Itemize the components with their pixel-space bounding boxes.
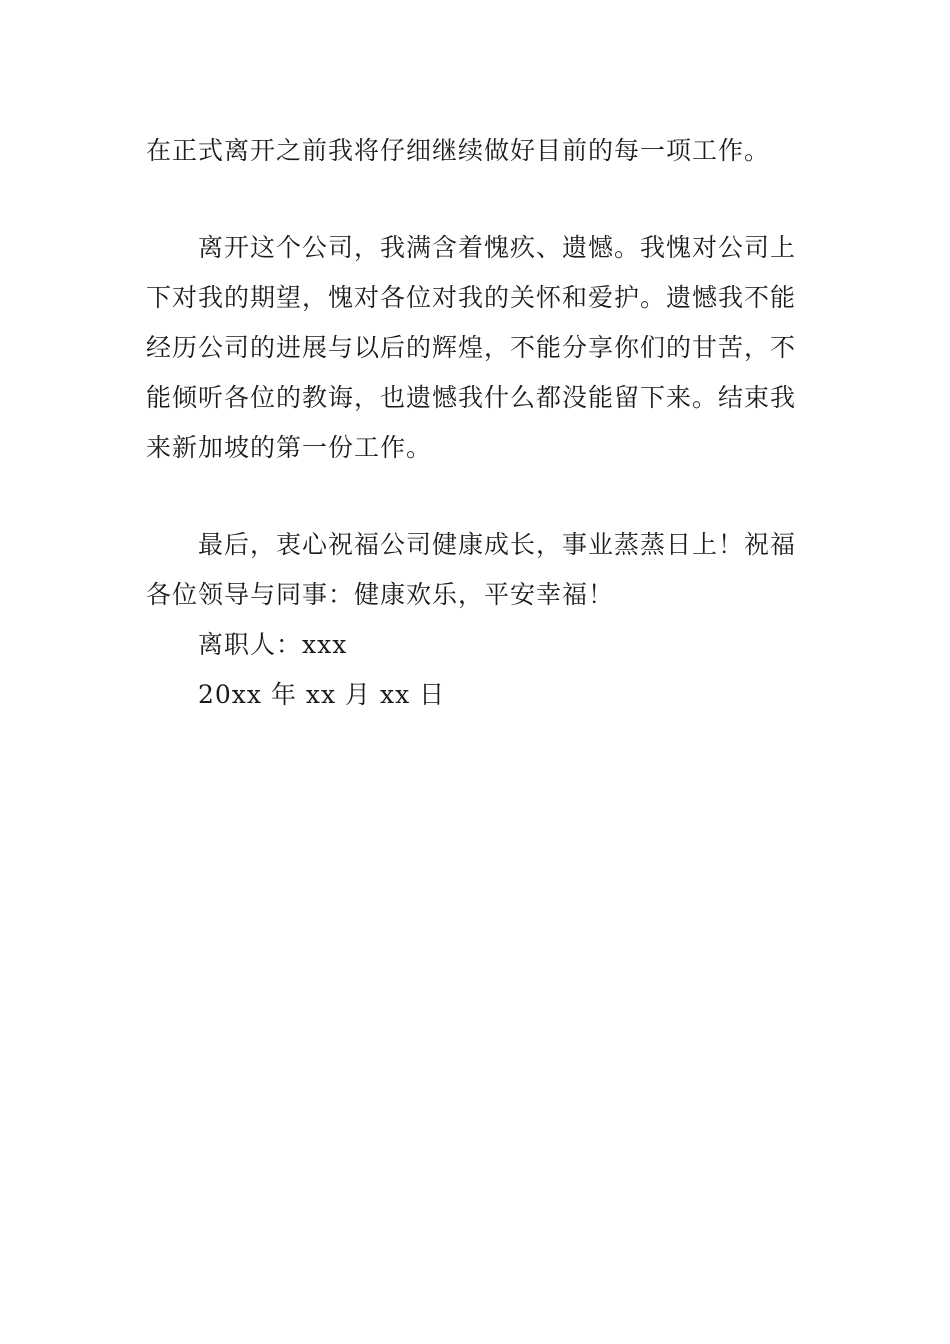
text-line: 在正式离开之前我将仔细继续做好目前的每一项工作。 — [146, 136, 771, 165]
date-line: 20xx 年 xx 月 xx 日 — [198, 680, 446, 709]
signer-line: 离职人：xxx — [198, 630, 348, 659]
text-line: 最后，衷心祝福公司健康成长，事业蒸蒸日上！祝福 — [198, 530, 797, 559]
paragraph-blessing — [146, 520, 806, 620]
text-line: 离开这个公司，我满含着愧疚、遗憾。我愧对公司上 — [198, 233, 797, 262]
text-line: 来新加坡的第一份工作。 — [146, 433, 433, 462]
text-line: 经历公司的进展与以后的辉煌，不能分享你们的甘苦，不 — [146, 333, 797, 362]
document-body — [146, 126, 806, 720]
paragraph-regret — [146, 223, 806, 473]
text-line: 各位领导与同事：健康欢乐，平安幸福！ — [146, 580, 615, 609]
text-line: 能倾听各位的教诲，也遗憾我什么都没能留下来。结束我 — [146, 383, 797, 412]
text-line: 下对我的期望，愧对各位对我的关怀和爱护。遗憾我不能 — [146, 283, 797, 312]
paragraph-continuation — [146, 126, 806, 176]
